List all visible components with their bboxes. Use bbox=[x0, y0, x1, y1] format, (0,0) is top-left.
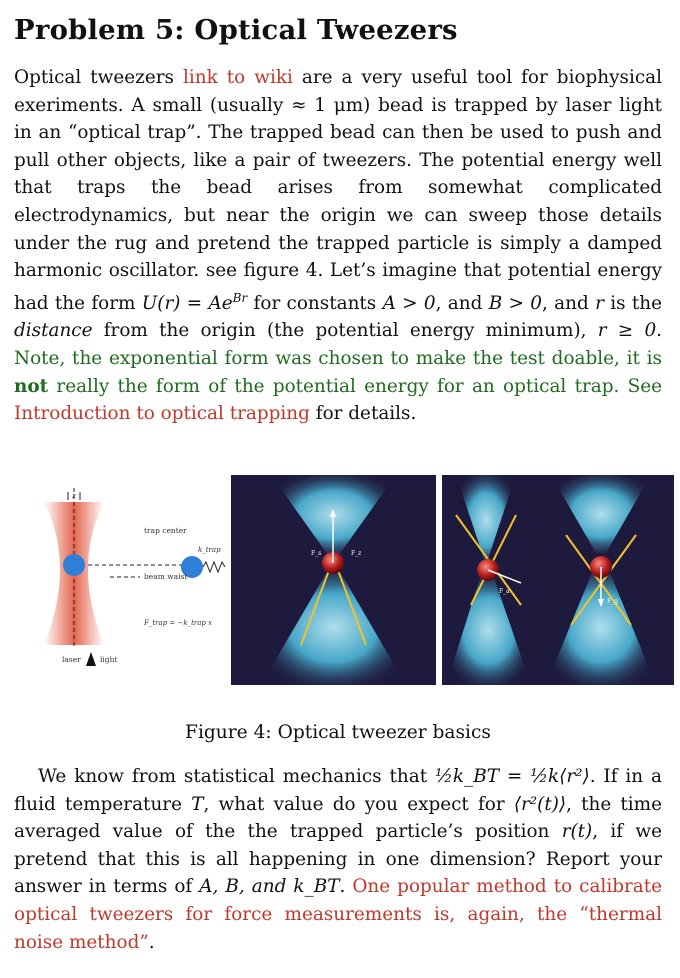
spring-icon bbox=[203, 562, 225, 572]
trap-schematic-figure bbox=[40, 480, 230, 680]
not-word: not bbox=[14, 375, 49, 397]
trap-center-label: trap center bbox=[144, 526, 187, 535]
intro-text-6: is the bbox=[603, 292, 662, 314]
cond-b: B > 0 bbox=[488, 292, 542, 314]
outro-text-5: , if we pretend that this is all happening in one dimension? Report your answer in terms of bbox=[14, 821, 662, 898]
r-variable: r bbox=[595, 292, 604, 314]
expectation-value: ⟨r²(t)⟩ bbox=[513, 793, 567, 815]
beam-waist-label: beam waist bbox=[144, 572, 188, 581]
outro-text-3: , what value do you expect for bbox=[203, 793, 514, 815]
light-direction-arrow bbox=[86, 652, 96, 666]
position-function: r(t) bbox=[561, 821, 593, 843]
outro-text-1: We know from statistical mechanics that bbox=[38, 766, 436, 787]
outro-text-4: , the time averaged value of the the trapped particle’s position bbox=[14, 793, 662, 843]
intro-optical-trapping-link[interactable]: Introduction to optical trapping bbox=[14, 403, 310, 425]
r-condition: r ≥ 0 bbox=[597, 320, 657, 342]
force-equation-label: F_trap = −k_trap x bbox=[144, 619, 213, 627]
figure-caption: Figure 4: Optical tweezer basics bbox=[185, 722, 491, 743]
green-note-2: really the form of the potential energy for an optical trap. See bbox=[48, 375, 662, 397]
intro-text-7: from the origin (the potential energy minimum), bbox=[92, 320, 598, 342]
panel-1-fs-label: F_s bbox=[311, 550, 322, 557]
panel-2-fa-label: F_a bbox=[499, 588, 510, 595]
outro-text-2: . If in a fluid temperature bbox=[14, 766, 663, 815]
intro-text-8: . bbox=[656, 320, 663, 342]
intro-text-1: Optical tweezers bbox=[14, 67, 183, 88]
panel-1-fz-label: F_z bbox=[351, 550, 362, 557]
page bbox=[14, 0, 663, 953]
laser-label: laser bbox=[62, 655, 81, 664]
panel-3-fg-label: F_g bbox=[607, 598, 619, 605]
problem-title: Problem 5: Optical Tweezers bbox=[14, 14, 458, 46]
thermal-noise-link[interactable]: One popular method to calibrate optical tweezers for force measurements is, again, the “thermal noise method” bbox=[14, 876, 663, 953]
z-axis-label: z bbox=[72, 492, 76, 500]
cond-a: A > 0 bbox=[382, 292, 436, 314]
outro-text-7: . bbox=[148, 931, 155, 953]
intro-text-5: , and bbox=[542, 292, 596, 314]
wiki-link[interactable]: link to wiki bbox=[183, 67, 293, 88]
green-note-1: Note, the exponential form was chosen to make the test doable, it is bbox=[14, 348, 662, 370]
tweezer-render-figure bbox=[231, 475, 674, 685]
equipartition-equation: ½k_BT = ½k⟨r²⟩ bbox=[435, 766, 590, 787]
distance-word: distance bbox=[14, 320, 93, 342]
intro-paragraph bbox=[14, 64, 662, 428]
light-label: light bbox=[100, 655, 118, 664]
temperature-variable: T bbox=[191, 793, 204, 815]
outro-text-6: . bbox=[339, 876, 353, 898]
potential-formula: $U(r) = Ae^{Br}$ bbox=[141, 290, 248, 314]
outro-paragraph bbox=[14, 763, 662, 956]
k-trap-label: k_trap bbox=[198, 546, 221, 554]
answer-variables: A, B, and k_BT bbox=[199, 876, 340, 898]
intro-text-2: are a very useful tool for biophysical exeriments. A small (usually ≈ 1 μm) bead is trapped by laser light in an “optical trap”. The trapped bead can then be used to push and pull other objects, like a pair of tweezers. The potential energy well that traps the bead arises from somewhat complicated electrodynamics, but near the origin we can sweep those details under the rug and pretend the trapped particle is simply a damped harmonic oscillator. see figure 4. Let’s imagine that potential energy had the form bbox=[14, 67, 662, 314]
trapped-bead bbox=[63, 554, 85, 576]
intro-text-3: for constants bbox=[247, 292, 383, 314]
intro-text-9: for details. bbox=[309, 403, 417, 425]
intro-text-4: , and bbox=[435, 292, 489, 314]
